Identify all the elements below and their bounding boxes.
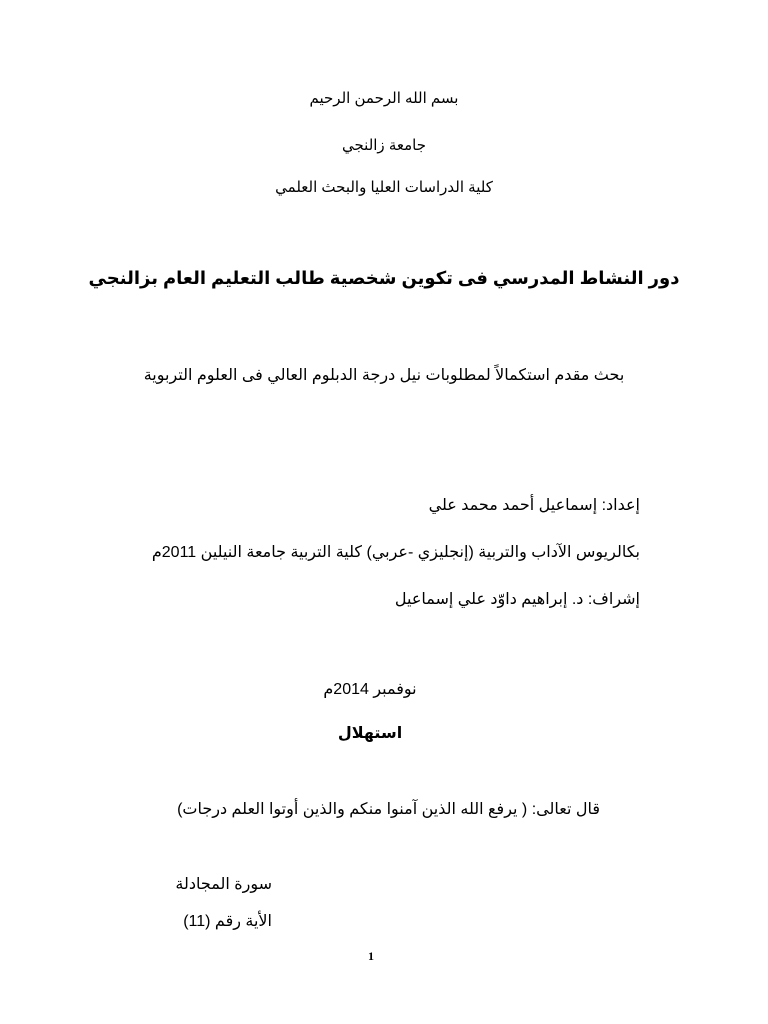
thesis-title: دور النشاط المدرسي فى تكوين شخصية طالب التعليم العام بزالنجي <box>88 268 680 288</box>
date: نوفمبر 2014م <box>323 681 417 698</box>
epigraph-heading: استهلال <box>337 725 403 742</box>
faculty-name: كلية الدراسات العليا والبحث العلمي <box>275 179 493 196</box>
page-number: 1 <box>368 949 374 963</box>
surah-name: سورة المجادلة <box>175 876 272 893</box>
prepared-by: إعداد: إسماعيل أحمد محمد علي <box>428 497 640 514</box>
quran-quote: قال تعالى: ( يرفع الله الذين آمنوا منكم والذين أوتوا العلم درجات) <box>177 801 600 818</box>
verse-number: الأية رقم (11) <box>183 913 272 930</box>
basmala: بسم الله الرحمن الرحيم <box>309 90 459 107</box>
supervisor: إشراف: د. إبراهيم داوّد علي إسماعيل <box>394 591 640 608</box>
author-degree: بكالريوس الآداب والتربية (إنجليزي -عربي) كلية التربية جامعة النيلين 2011م <box>151 544 640 561</box>
university-name: جامعة زالنجي <box>341 137 427 154</box>
thesis-subtitle: بحث مقدم استكمالاً لمطلوبات نيل درجة الدبلوم العالي فى العلوم التربوية <box>143 367 625 384</box>
